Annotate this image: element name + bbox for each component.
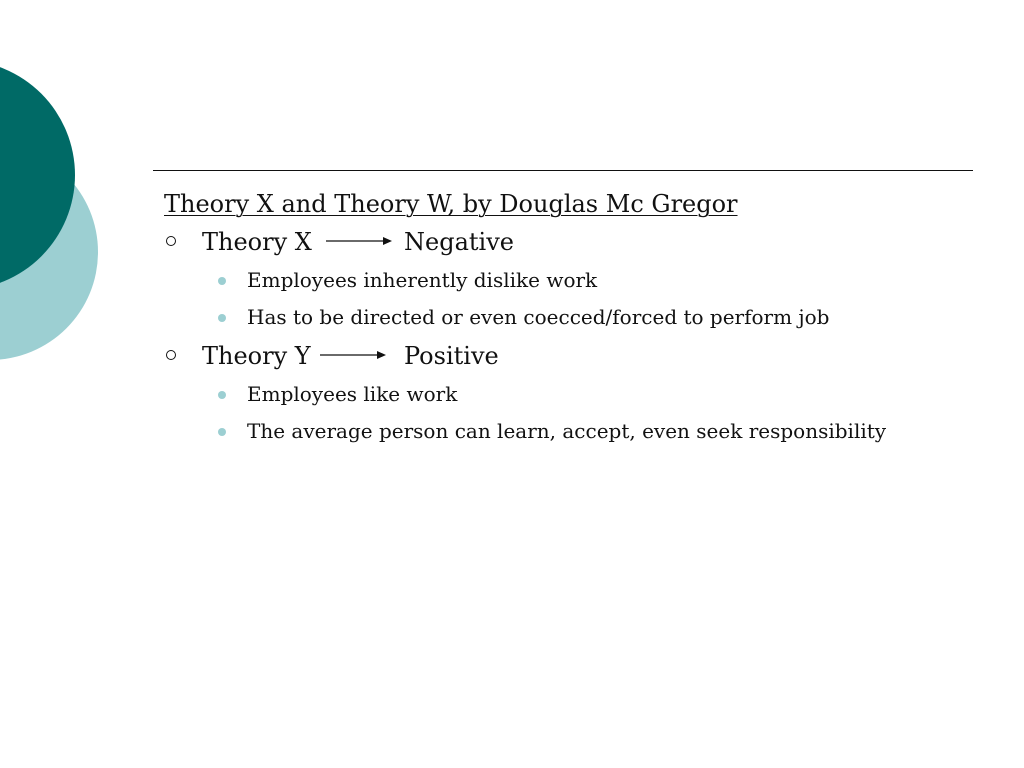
title-divider <box>153 170 973 171</box>
sub-bullet <box>164 299 1004 336</box>
hollow-circle-bullet-icon <box>166 350 176 360</box>
sub-bullet <box>164 376 1004 413</box>
theory-x-label: Theory X <box>202 228 312 256</box>
sub-bullet <box>164 262 1004 299</box>
dot-bullet-icon <box>218 391 226 399</box>
slide-heading: Theory X and Theory W, by Douglas Mc Gregor <box>164 190 738 218</box>
bullet-theory-y <box>164 336 1004 376</box>
dot-bullet-icon <box>218 428 226 436</box>
sub-bullet <box>164 413 1004 450</box>
slide-body <box>164 186 1004 450</box>
decorative-circles <box>0 0 110 410</box>
sub-bullet-text: The average person can learn, accept, even seek responsibility <box>247 419 887 443</box>
sub-bullet-text: Employees inherently dislike work <box>247 268 598 292</box>
bullet-theory-x <box>164 222 1004 262</box>
theory-x-result: Negative <box>404 228 514 256</box>
sub-bullet-text: Has to be directed or even coecced/forced to perform job <box>247 305 830 329</box>
dot-bullet-icon <box>218 314 226 322</box>
right-arrow-icon <box>326 235 392 247</box>
dot-bullet-icon <box>218 277 226 285</box>
hollow-circle-bullet-icon <box>166 236 176 246</box>
sub-bullet-text: Employees like work <box>247 382 458 406</box>
theory-y-label: Theory Y <box>202 342 311 370</box>
right-arrow-icon <box>320 349 386 361</box>
theory-y-result: Positive <box>404 342 499 370</box>
